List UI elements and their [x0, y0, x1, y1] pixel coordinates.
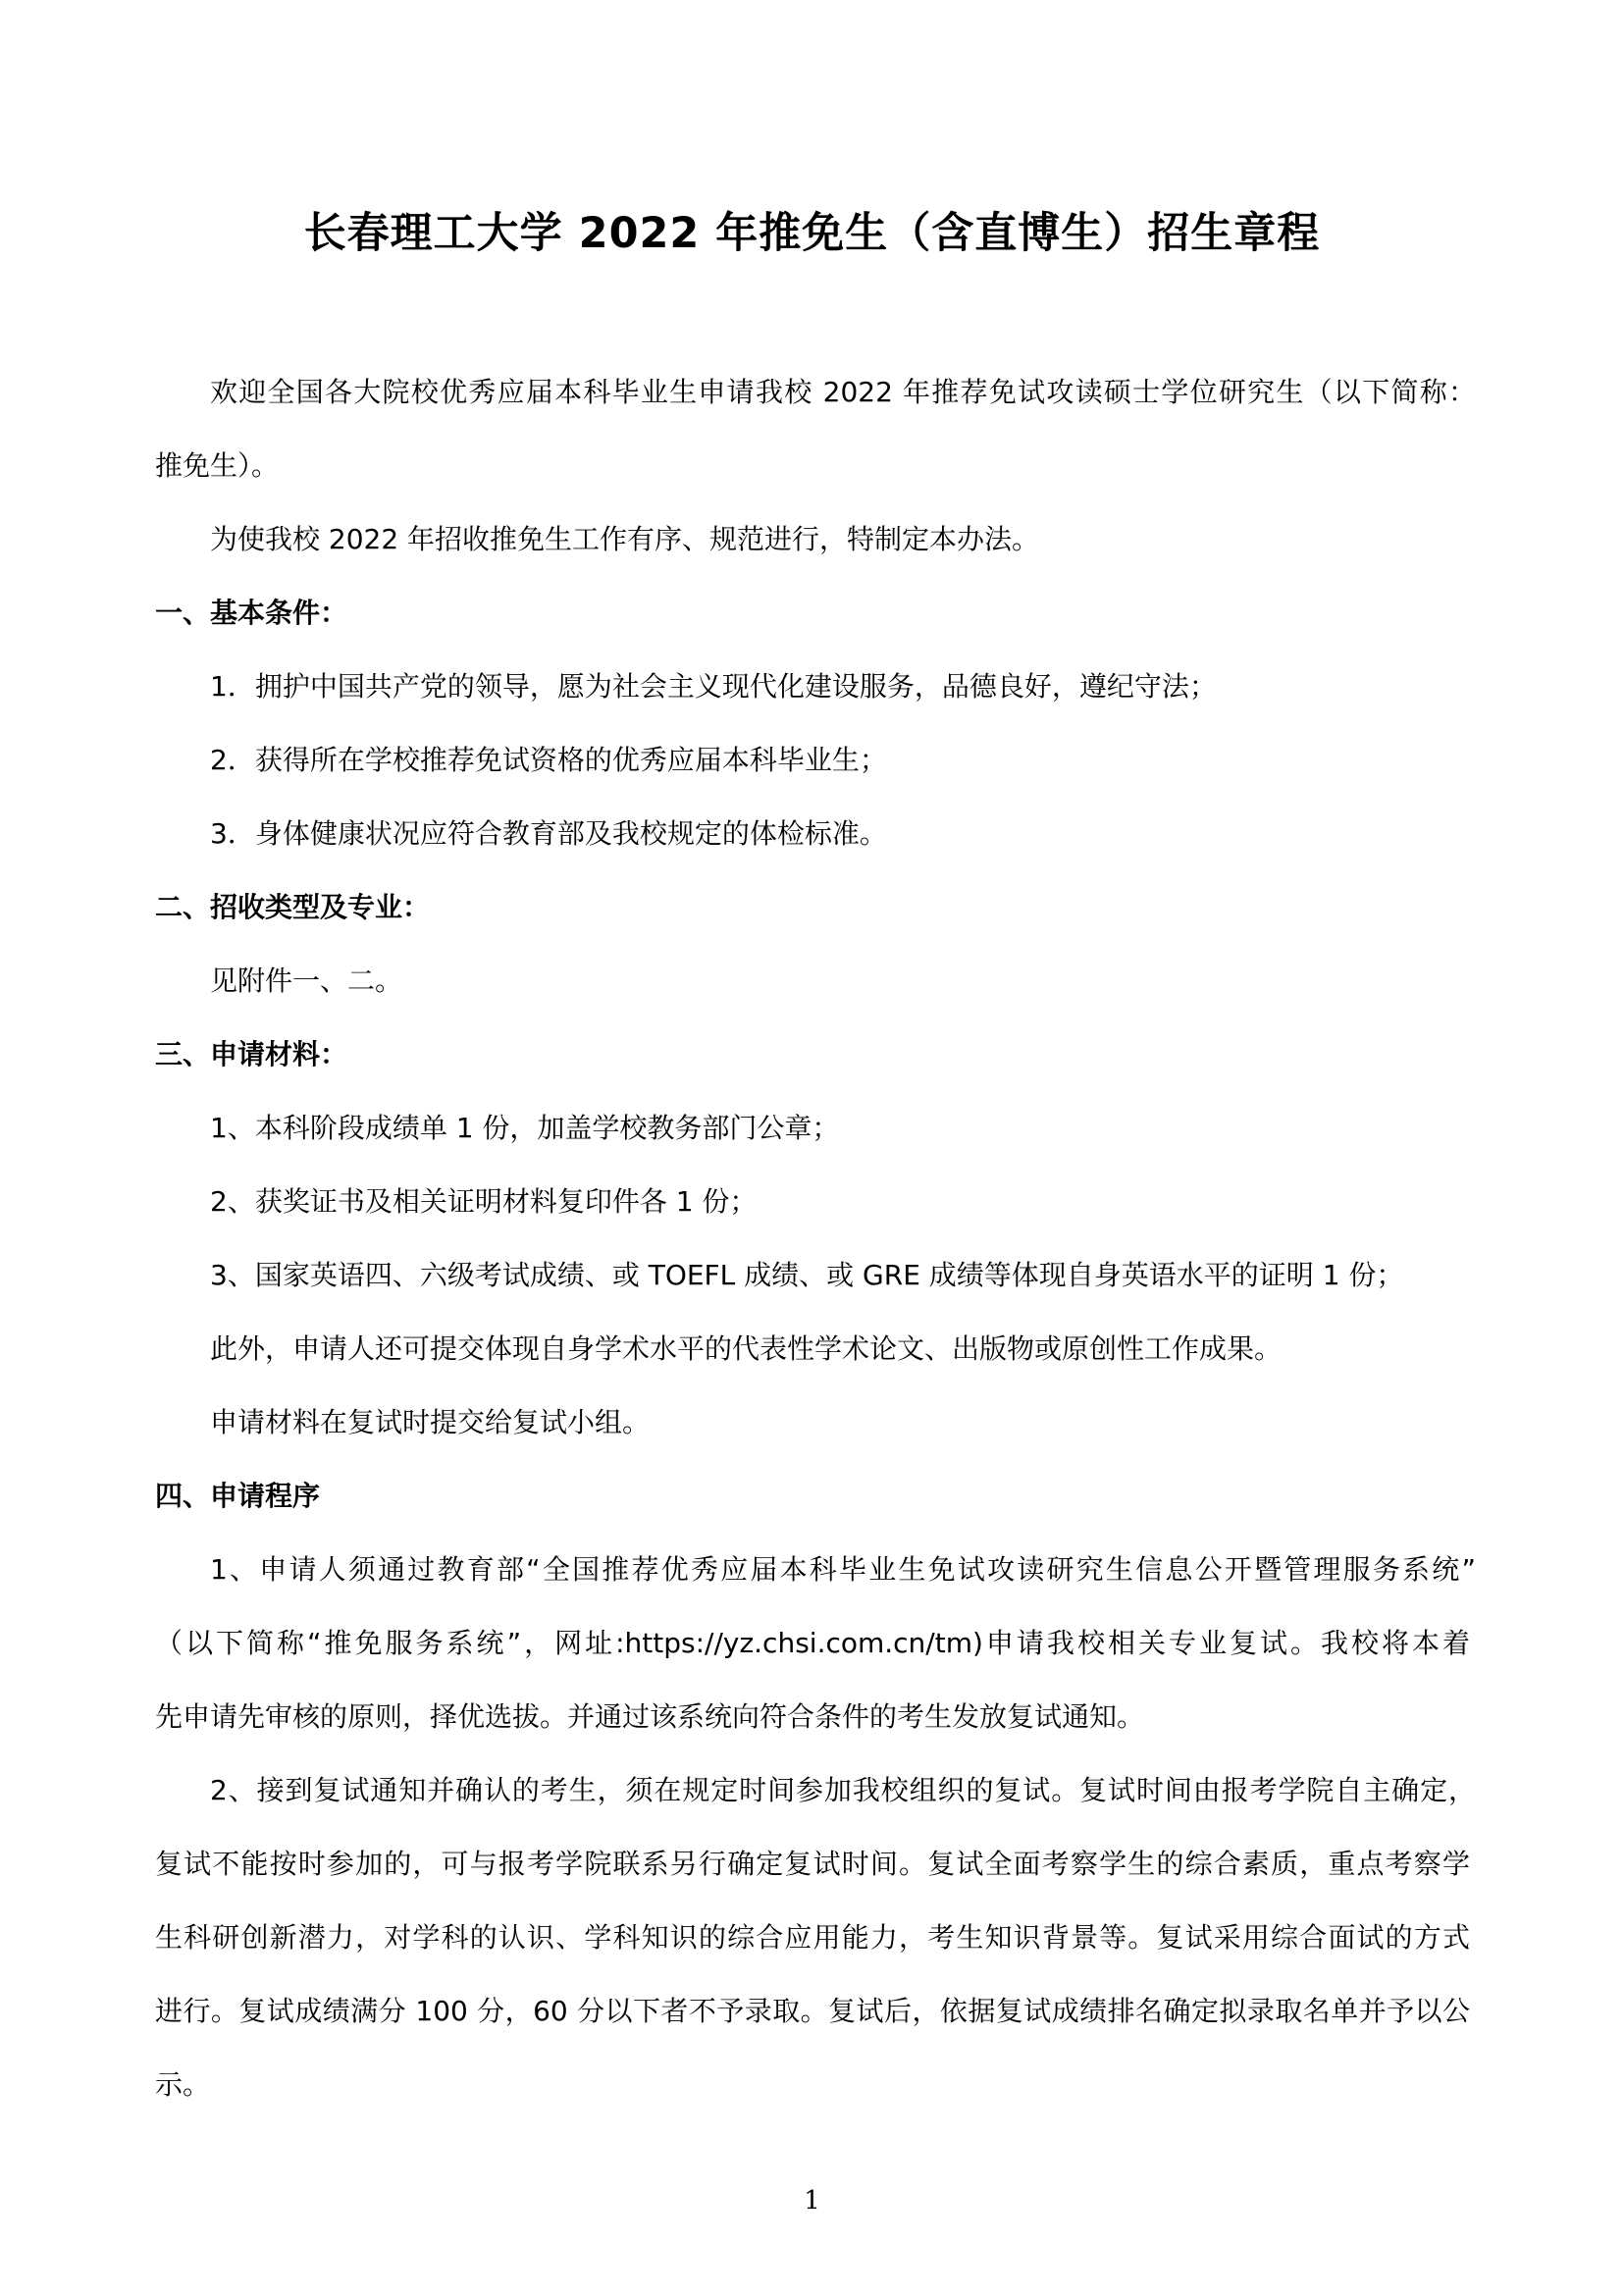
section-heading: 二、招收类型及专业：: [155, 891, 431, 923]
paragraph-line: 示。: [155, 2068, 211, 2101]
paragraph-line: 推免生）。: [155, 449, 280, 482]
paragraph-line: 3、国家英语四、六级考试成绩、或 TOEFL 成绩、或 GRE 成绩等体现自身英语水平的证明 1 份；: [210, 1259, 1404, 1291]
paragraph-line: 生科研创新潜力，对学科的认识、学科知识的综合应用能力，考生知识背景等。复试采用综合面试的方式: [155, 1921, 1470, 1954]
section-heading: 三、申请材料：: [155, 1038, 348, 1070]
paragraph-line: 1、本科阶段成绩单 1 份，加盖学校教务部门公章；: [210, 1112, 840, 1144]
paragraph-line: 为使我校 2022 年招收推免生工作有序、规范进行，特制定本办法。: [210, 523, 1040, 555]
paragraph-line: 见附件一、二。: [210, 965, 403, 997]
paragraph-line: 进行。复试成绩满分 100 分，60 分以下者不予录取。复试后，依据复试成绩排名确定拟录取名单并予以公: [155, 1995, 1470, 2027]
paragraph-line: 欢迎全国各大院校优秀应届本科毕业生申请我校 2022 年推荐免试攻读硕士学位研究生（以下简称：: [210, 376, 1476, 408]
paragraph-line: 此外，申请人还可提交体现自身学术水平的代表性学术论文、出版物或原创性工作成果。: [210, 1332, 1283, 1365]
paragraph-line: 2、获奖证书及相关证明材料复印件各 1 份；: [210, 1185, 758, 1218]
paragraph-line: （以下简称“推免服务系统”，网址:https://yz.chsi.com.cn/tm)申请我校相关专业复试。我校将本着: [155, 1627, 1470, 1659]
paragraph-line: 1、申请人须通过教育部“全国推荐优秀应届本科毕业生免试攻读研究生信息公开暨管理服务系统”: [210, 1553, 1476, 1586]
section-heading: 一、基本条件：: [155, 597, 348, 629]
paragraph-line: 先申请先审核的原则，择优选拔。并通过该系统向符合条件的考生发放复试通知。: [155, 1700, 1145, 1733]
paragraph-line: 2．获得所在学校推荐免试资格的优秀应届本科毕业生；: [210, 744, 887, 776]
paragraph-line: 复试不能按时参加的，可与报考学院联系另行确定复试时间。复试全面考察学生的综合素质，重点考察学: [155, 1848, 1470, 1880]
document-title: 长春理工大学 2022 年推免生（含直博生）招生章程: [303, 209, 1321, 258]
paragraph-line: 1．拥护中国共产党的领导，愿为社会主义现代化建设服务，品德良好，遵纪守法；: [210, 670, 1217, 703]
paragraph-line: 3．身体健康状况应符合教育部及我校规定的体检标准。: [210, 817, 887, 850]
section-heading: 四、申请程序: [155, 1480, 321, 1512]
paragraph-line: 申请材料在复试时提交给复试小组。: [210, 1406, 651, 1438]
paragraph-line: 2、接到复试通知并确认的考生，须在规定时间参加我校组织的复试。复试时间由报考学院自主确定，: [210, 1774, 1476, 1806]
page-number: 1: [804, 2186, 820, 2216]
